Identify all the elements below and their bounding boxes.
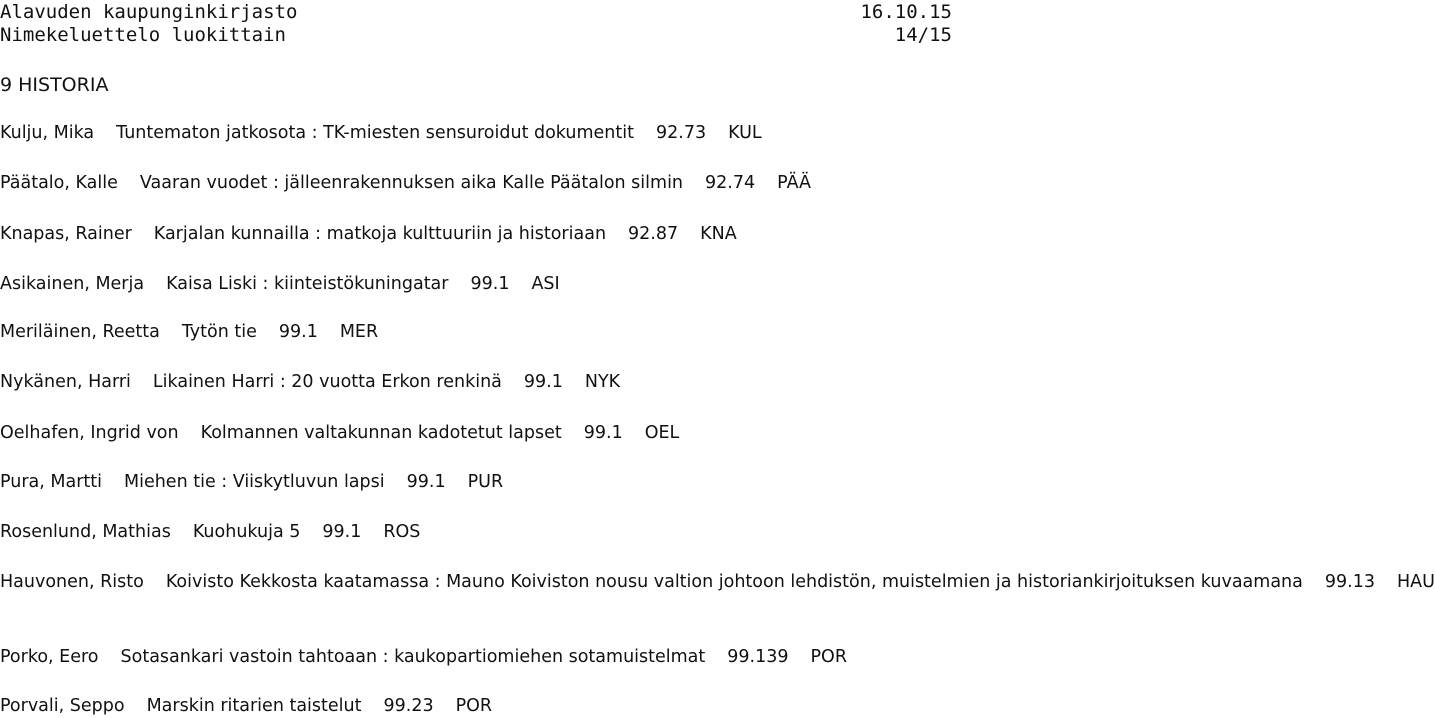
entry-class: 99.1 <box>322 522 362 542</box>
list-item <box>0 272 952 296</box>
entry-author: Meriläinen, Reetta <box>0 322 160 342</box>
list-item <box>0 421 952 445</box>
entry-class: 92.74 <box>705 173 756 193</box>
list-item <box>0 222 952 246</box>
entry-author: Rosenlund, Mathias <box>0 522 171 542</box>
entry-author: Porvali, Seppo <box>0 696 125 716</box>
entry-author: Pura, Martti <box>0 472 102 492</box>
entry-title: Likainen Harri : 20 vuotta Erkon renkinä <box>152 372 502 392</box>
page-number: 14/15 <box>894 24 952 46</box>
list-item <box>0 470 952 494</box>
entry-author: Nykänen, Harri <box>0 372 131 392</box>
entry-code: KNA <box>700 224 737 244</box>
entry-author: Knapas, Rainer <box>0 224 132 244</box>
entry-class: 92.73 <box>656 123 707 143</box>
entry-class: 99.1 <box>583 423 623 443</box>
entry-author: Päätalo, Kalle <box>0 173 118 193</box>
list-item <box>0 570 1435 594</box>
entry-title: Marskin ritarien taistelut <box>146 696 362 716</box>
list-item <box>0 370 952 394</box>
entry-title: Vaaran vuodet : jälleenrakennuksen aika Kalle Päätalon silmin <box>139 173 684 193</box>
entry-author: Oelhafen, Ingrid von <box>0 423 179 443</box>
entry-title: Miehen tie : Viiskytluvun lapsi <box>123 472 385 492</box>
report-name: Nimekeluettelo luokittain <box>0 24 286 46</box>
entry-author: Kulju, Mika <box>0 123 95 143</box>
report-header-line-1 <box>0 1 952 23</box>
entry-code: ASI <box>531 274 560 294</box>
entry-code: ROS <box>383 522 421 542</box>
list-item <box>0 320 952 344</box>
list-item <box>0 520 952 544</box>
entry-code: MER <box>339 322 379 342</box>
list-item <box>0 121 952 145</box>
entry-code: NYK <box>584 372 621 392</box>
entry-title: Kuohukuja 5 <box>192 522 301 542</box>
entry-code: POR <box>810 647 847 667</box>
entry-code: HAU <box>1396 572 1435 592</box>
section-title: 9 HISTORIA <box>0 74 109 96</box>
entry-title: Sotasankari vastoin tahtoaan : kaukopartiomiehen sotamuistelmat <box>120 647 706 667</box>
entry-class: 99.1 <box>278 322 318 342</box>
entry-code: PUR <box>467 472 504 492</box>
entry-title: Karjalan kunnailla : matkoja kulttuuriin ja historiaan <box>153 224 607 244</box>
entry-class: 99.1 <box>470 274 510 294</box>
library-name: Alavuden kaupunginkirjasto <box>0 1 298 23</box>
entry-title: Kaisa Liski : kiinteistökuningatar <box>166 274 449 294</box>
entry-class: 99.1 <box>523 372 563 392</box>
report-header-line-2 <box>0 24 952 46</box>
list-item <box>0 694 952 718</box>
entry-title: Koivisto Kekkosta kaatamassa : Mauno Koiviston nousu valtion johtoon lehdistön, muistelmien ja historiankirjoituksen kuvaamana <box>165 572 1303 592</box>
list-item <box>0 171 952 195</box>
entry-class: 99.23 <box>383 696 434 716</box>
entry-title: Kolmannen valtakunnan kadotetut lapset <box>200 423 562 443</box>
entry-title: Tytön tie <box>181 322 257 342</box>
entry-class: 99.139 <box>727 647 789 667</box>
entry-class: 99.13 <box>1324 572 1375 592</box>
list-item <box>0 645 952 669</box>
entry-author: Porko, Eero <box>0 647 99 667</box>
entry-author: Asikainen, Merja <box>0 274 145 294</box>
entry-class: 92.87 <box>628 224 679 244</box>
entry-class: 99.1 <box>406 472 446 492</box>
entry-title: Tuntematon jatkosota : TK-miesten sensuroidut dokumentit <box>116 123 634 143</box>
report-date: 16.10.15 <box>860 1 952 23</box>
entry-code: OEL <box>644 423 680 443</box>
entry-author: Hauvonen, Risto <box>0 572 144 592</box>
entry-code: PÄÄ <box>777 173 812 193</box>
entry-code: POR <box>455 696 493 716</box>
entry-code: KUL <box>728 123 762 143</box>
